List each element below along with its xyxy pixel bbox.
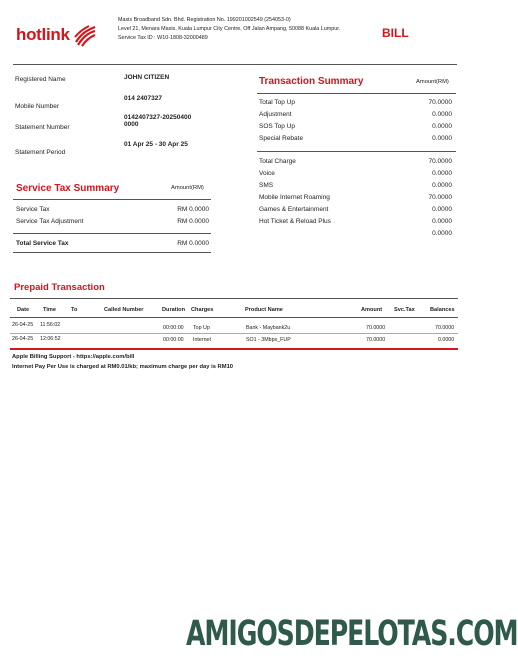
bill-title: BILL <box>382 26 409 40</box>
service-tax-total-label: Total Service Tax <box>16 240 69 247</box>
company-line-3: Service Tax ID : W10-1808-32000489 <box>118 35 208 41</box>
st-row <box>16 218 209 230</box>
ts-row <box>259 99 452 111</box>
st-row-value: RM 0.0000 <box>177 206 209 213</box>
ts-row-value: 0.0000 <box>432 170 452 177</box>
ts-row <box>259 206 452 218</box>
ts-row-value: 0.0000 <box>432 182 452 189</box>
statement-number-line-2: 0000 <box>124 121 139 128</box>
cell-time: 12:06:52 <box>40 336 61 342</box>
ts-row <box>259 218 452 230</box>
transaction-summary-divider-mid <box>257 151 456 152</box>
internet-charge-note: Internet Pay Per Use is charged at RM0.01/kb; maximum charge per day is RM10 <box>12 364 234 370</box>
col-product-name: Product Name <box>245 307 283 313</box>
service-tax-title: Service Tax Summary <box>16 183 120 194</box>
service-tax-divider-top <box>13 199 211 200</box>
mobile-number-label: Mobile Number <box>15 103 60 110</box>
ts-row-value: 0.0000 <box>432 111 452 118</box>
service-tax-total-value: RM 0.0000 <box>177 240 209 247</box>
col-date: Date <box>17 307 30 313</box>
transaction-summary-group-2 <box>259 158 452 242</box>
billing-support-note: Apple Billing Support - https://apple.com/bill <box>12 354 135 360</box>
ts-row-label: Games & Entertainment <box>259 206 329 213</box>
ts-row <box>259 170 452 182</box>
company-line-2: Level 21, Menara Maxis, Kuala Lumpur City Centre, Off Jalan Ampang, 50088 Kuala Lumpur. <box>118 26 341 32</box>
ts-row-value: 70.0000 <box>428 194 452 201</box>
col-amount: Amount <box>361 307 383 313</box>
prepaid-transaction-title: Prepaid Transaction <box>14 282 105 293</box>
ts-row-label: Hot Ticket & Reload Plus <box>259 218 331 225</box>
service-tax-amount-header: Amount(RM) <box>171 185 204 191</box>
transaction-summary-title: Transaction Summary <box>259 76 364 87</box>
col-svc-tax: Svc.Tax <box>394 307 415 313</box>
header-divider <box>13 64 457 65</box>
col-time: Time <box>43 307 56 313</box>
cell-balance: 0.0000 <box>438 337 455 343</box>
col-balances: Balances <box>430 307 455 313</box>
prepaid-divider-top <box>10 298 458 299</box>
statement-period-label: Statement Period <box>15 149 66 156</box>
service-tax-total <box>16 240 209 247</box>
ts-row-label: Adjustment <box>259 111 292 118</box>
cell-amount: 70.0000 <box>366 325 386 331</box>
statement-period-value: 01 Apr 25 - 30 Apr 25 <box>124 141 188 148</box>
brand-logo <box>16 24 97 46</box>
cell-product: SO1 - 3Mbps_FUP <box>246 337 291 343</box>
ts-row-value: 70.0000 <box>428 99 452 106</box>
watermark-text: AMIGOSDEPELOTAS.COM <box>186 614 518 654</box>
ts-row-label: SOS Top Up <box>259 123 296 130</box>
service-tax-divider-bottom <box>13 252 211 253</box>
prepaid-divider-header <box>10 317 458 318</box>
company-line-1: Maxis Broadband Sdn. Bhd. Registration No. 199201002549 (254053-0) <box>118 17 291 23</box>
ts-row <box>259 230 452 242</box>
ts-row <box>259 123 452 135</box>
ts-row-label: Special Rebate <box>259 135 304 142</box>
cell-time: 11:56:02 <box>40 322 61 328</box>
cell-charges: Top Up <box>193 325 210 331</box>
registered-name-label: Registered Name <box>15 76 66 83</box>
cell-duration: 00:00:00 <box>163 325 184 331</box>
ts-row-value: 0.0000 <box>432 123 452 130</box>
cell-product: Bank - Maybank2u <box>246 325 291 331</box>
ts-row <box>259 135 452 147</box>
transaction-summary-amount-header: Amount(RM) <box>416 79 449 85</box>
statement-number-value <box>124 114 191 128</box>
logo-text: hotlink <box>16 25 70 44</box>
ts-row-label: Voice <box>259 170 275 177</box>
cell-amount: 70.0000 <box>366 337 386 343</box>
ts-row-value: 0.0000 <box>432 206 452 213</box>
ts-row-label: Total Charge <box>259 158 296 165</box>
cell-date: 26-04-25 <box>12 336 34 342</box>
service-tax-rows <box>16 206 209 230</box>
col-called-number: Called Number <box>104 307 144 313</box>
st-row-label: Service Tax <box>16 206 50 213</box>
ts-row-value: 0.0000 <box>432 218 452 225</box>
transaction-summary-divider-top <box>257 93 456 94</box>
ts-row-label: Total Top Up <box>259 99 296 106</box>
table-row <box>0 336 466 348</box>
ts-row-value: 0.0000 <box>432 230 452 237</box>
prepaid-table-header <box>0 307 466 315</box>
st-row-value: RM 0.0000 <box>177 218 209 225</box>
prepaid-row-divider <box>10 333 458 334</box>
prepaid-red-divider <box>10 348 458 350</box>
cell-date: 26-04-25 <box>12 322 34 328</box>
st-row-label: Service Tax Adjustment <box>16 218 84 225</box>
logo-swoosh-icon <box>73 24 97 46</box>
col-duration: Duration <box>162 307 185 313</box>
ts-row <box>259 182 452 194</box>
col-charges: Charges <box>191 307 214 313</box>
registered-name-value: JOHN CITIZEN <box>124 74 170 81</box>
cell-duration: 00:00:00 <box>163 337 184 343</box>
ts-row <box>259 111 452 123</box>
cell-balance: 70.0000 <box>435 325 455 331</box>
service-tax-divider-mid <box>13 233 211 234</box>
ts-row <box>259 158 452 170</box>
col-to: To <box>71 307 78 313</box>
company-info <box>118 16 340 43</box>
ts-row-label: SMS <box>259 182 274 189</box>
transaction-summary-group-1 <box>259 99 452 147</box>
ts-row-label: Mobile Internet Roaming <box>259 194 330 201</box>
statement-number-label: Statement Number <box>15 124 70 131</box>
st-row <box>16 206 209 218</box>
ts-row-value: 0.0000 <box>432 135 452 142</box>
ts-row <box>259 194 452 206</box>
ts-row-value: 70.0000 <box>428 158 452 165</box>
statement-number-line-1: 0142407327-20250400 <box>124 114 192 121</box>
cell-charges: Internet <box>193 337 211 343</box>
mobile-number-value: 014 2407327 <box>124 95 162 102</box>
